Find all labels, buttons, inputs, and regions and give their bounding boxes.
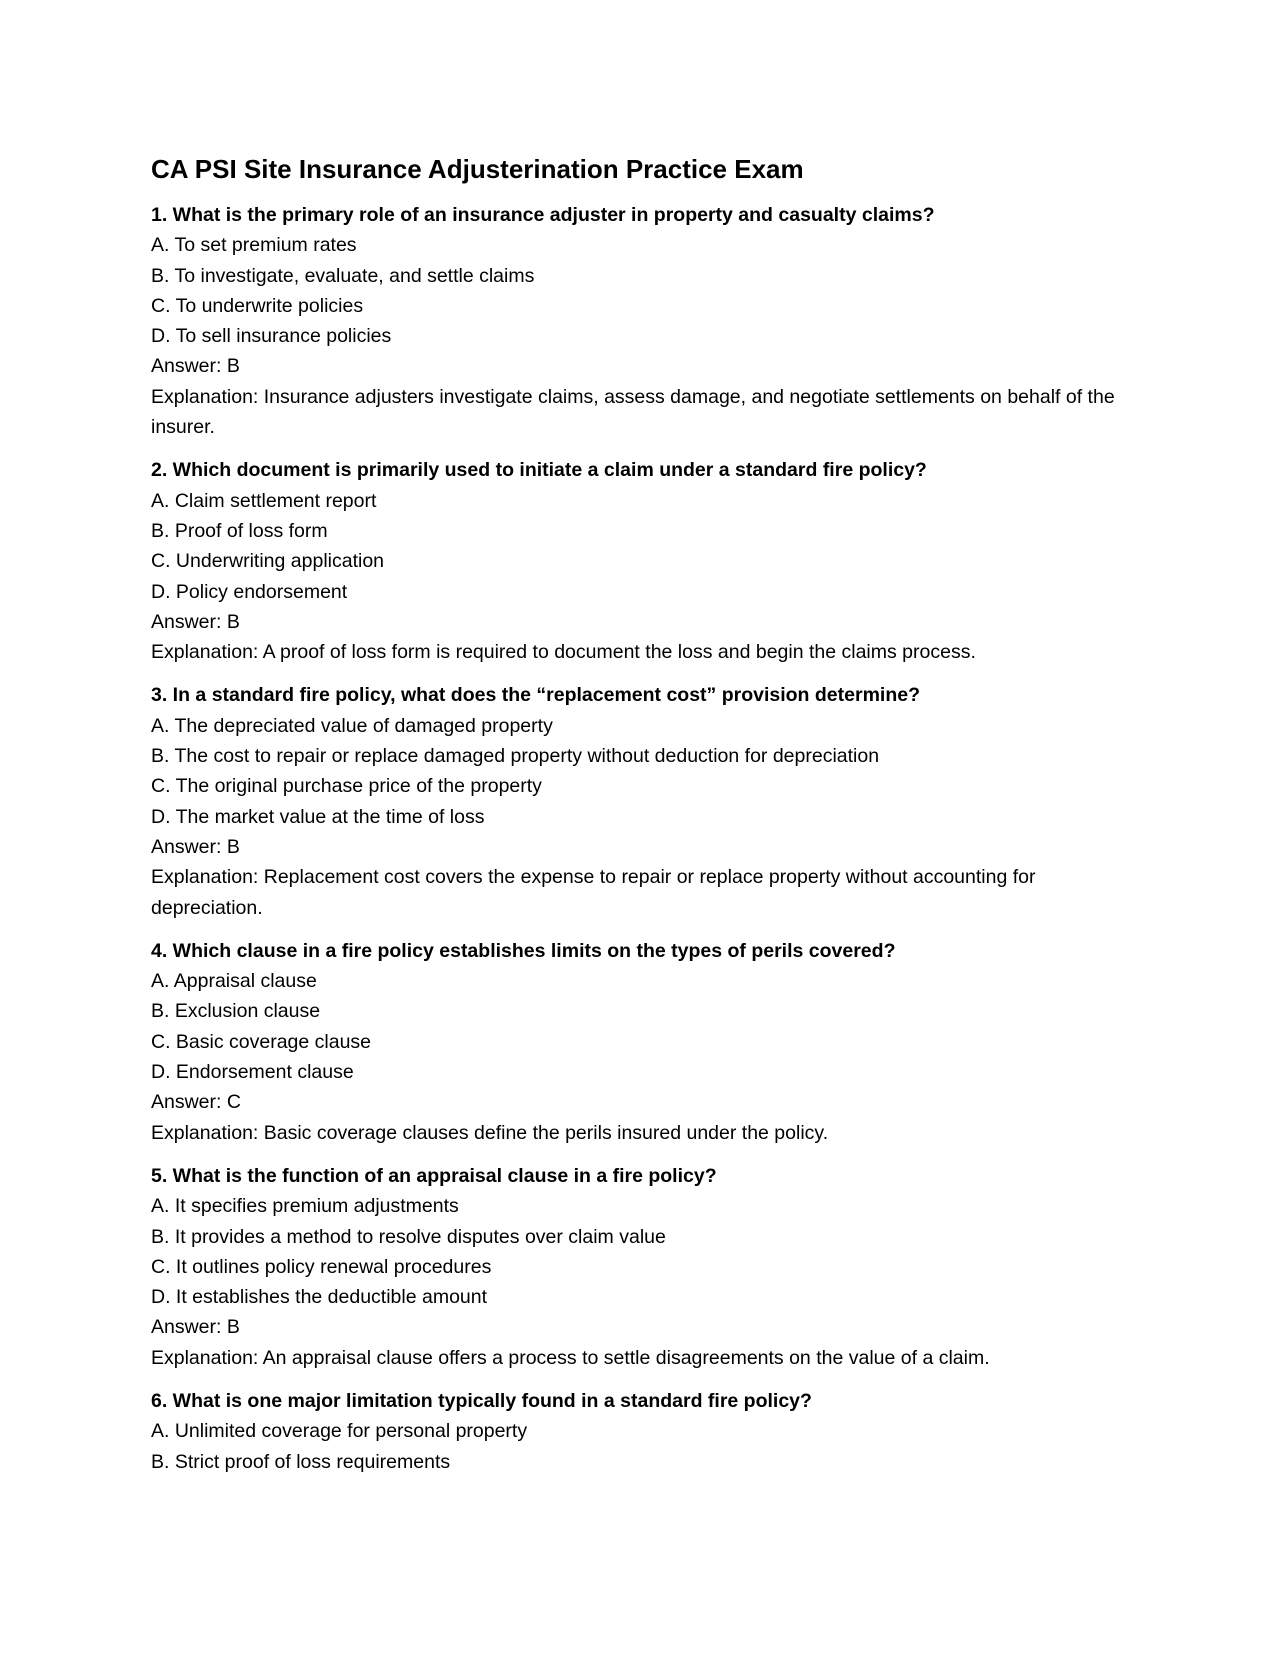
option-a: A. It specifies premium adjustments xyxy=(151,1195,459,1218)
option-b: B. It provides a method to resolve disputes over claim value xyxy=(151,1225,666,1248)
question-text: 2. Which document is primarily used to initiate a claim under a standard fire policy? xyxy=(151,459,927,482)
option-list xyxy=(151,711,1141,832)
option-b: B. Exclusion clause xyxy=(151,1000,321,1023)
answer-text: Answer: B xyxy=(151,835,240,858)
option-c: C. The original purchase price of the property xyxy=(151,775,542,798)
answer-text: Answer: B xyxy=(151,610,240,633)
option-d: D. Endorsement clause xyxy=(151,1061,354,1084)
explanation-text: Explanation: Insurance adjusters investigate claims, assess damage, and negotiate settlements on behalf of the insurer. xyxy=(151,385,1115,439)
option-b: B. The cost to repair or replace damaged property without deduction for depreciation xyxy=(151,745,880,768)
option-a: A. Unlimited coverage for personal property xyxy=(151,1420,528,1443)
answer-text: Answer: C xyxy=(151,1091,241,1114)
question-text: 4. Which clause in a fire policy establishes limits on the types of perils covered? xyxy=(151,939,896,962)
answer-text: Answer: B xyxy=(151,355,240,378)
option-d: D. Policy endorsement xyxy=(151,580,348,603)
option-b: B. Strict proof of loss requirements xyxy=(151,1450,451,1473)
question-text: 6. What is one major limitation typically found in a standard fire policy? xyxy=(151,1389,812,1412)
question-item xyxy=(151,936,1141,1148)
question-text: 1. What is the primary role of an insurance adjuster in property and casualty claims? xyxy=(151,204,935,226)
option-b: B. Proof of loss form xyxy=(151,519,328,542)
question-item xyxy=(151,455,1141,667)
option-c: C. Underwriting application xyxy=(151,550,385,573)
question-item xyxy=(151,1161,1141,1373)
option-list xyxy=(151,1416,1141,1477)
explanation-text: Explanation: An appraisal clause offers a process to settle disagreements on the value of a claim. xyxy=(151,1346,990,1369)
option-a: A. The depreciated value of damaged property xyxy=(151,714,553,737)
explanation-text: Explanation: Replacement cost covers the expense to repair or replace property without accounting for depreciation. xyxy=(151,866,1036,919)
option-list xyxy=(151,486,1141,607)
option-d: D. To sell insurance policies xyxy=(151,325,392,348)
option-d: D. It establishes the deductible amount xyxy=(151,1286,488,1309)
option-d: D. The market value at the time of loss xyxy=(151,805,485,828)
explanation-text: Explanation: Basic coverage clauses define the perils insured under the policy. xyxy=(151,1121,829,1144)
option-c: C. It outlines policy renewal procedures xyxy=(151,1255,492,1278)
option-a: A. To set premium rates xyxy=(151,234,357,257)
option-list xyxy=(151,966,1141,1087)
question-item xyxy=(151,680,1141,922)
option-c: C. Basic coverage clause xyxy=(151,1030,372,1053)
question-item xyxy=(151,200,1141,442)
option-a: A. Appraisal clause xyxy=(151,970,317,993)
option-list xyxy=(151,1191,1141,1312)
option-list xyxy=(151,230,1141,351)
question-item xyxy=(151,1386,1141,1477)
document-page xyxy=(151,150,1141,1490)
explanation-text: Explanation: A proof of loss form is required to document the loss and begin the claims process. xyxy=(151,641,976,664)
question-text: 3. In a standard fire policy, what does the “replacement cost” provision determine? xyxy=(151,684,920,707)
page-title: CA PSI Site Insurance Adjusterination Practice Exam xyxy=(151,154,804,184)
question-text: 5. What is the function of an appraisal clause in a fire policy? xyxy=(151,1164,717,1187)
option-c: C. To underwrite policies xyxy=(151,294,364,317)
option-b: B. To investigate, evaluate, and settle claims xyxy=(151,264,535,287)
answer-text: Answer: B xyxy=(151,1316,240,1339)
option-a: A. Claim settlement report xyxy=(151,489,377,512)
